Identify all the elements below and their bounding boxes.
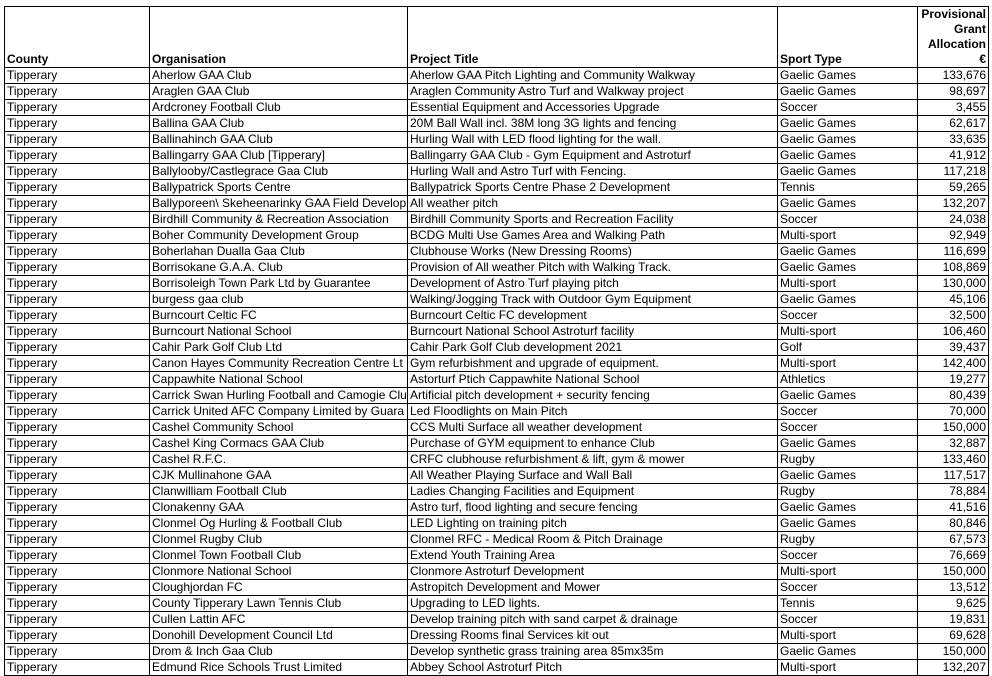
project-title-cell[interactable]: Abbey School Astroturf Pitch <box>408 660 778 676</box>
project-title-cell[interactable]: Artificial pitch development + security fencing <box>408 388 778 404</box>
organisation-cell[interactable]: Cashel Community School <box>150 420 408 436</box>
organisation-cell[interactable]: Clonmore National School <box>150 564 408 580</box>
organisation-cell[interactable]: CJK Mullinahone GAA <box>150 468 408 484</box>
grant-allocation-cell[interactable]: 62,617 <box>918 116 989 132</box>
table-row <box>5 356 989 372</box>
organisation-cell[interactable]: Ballina GAA Club <box>150 116 408 132</box>
project-title-cell[interactable]: Development of Astro Turf playing pitch <box>408 276 778 292</box>
table-row <box>5 324 989 340</box>
table-row <box>5 628 989 644</box>
sport-type-cell[interactable]: Gaelic Games <box>778 244 918 260</box>
project-title-cell[interactable]: Essential Equipment and Accessories Upgrade <box>408 100 778 116</box>
county-cell[interactable]: Tipperary <box>5 292 150 308</box>
county-cell[interactable]: Tipperary <box>5 484 150 500</box>
grant-allocation-cell[interactable]: 116,699 <box>918 244 989 260</box>
sport-type-cell[interactable]: Tennis <box>778 596 918 612</box>
sport-type-cell[interactable]: Gaelic Games <box>778 116 918 132</box>
sport-type-cell[interactable]: Gaelic Games <box>778 500 918 516</box>
project-title-cell[interactable]: Birdhill Community Sports and Recreation Facility <box>408 212 778 228</box>
organisation-cell[interactable]: Clonakenny GAA <box>150 500 408 516</box>
sport-type-cell[interactable]: Multi-sport <box>778 228 918 244</box>
grant-allocation-cell[interactable]: 59,265 <box>918 180 989 196</box>
organisation-cell[interactable]: Cashel R.F.C. <box>150 452 408 468</box>
header-row <box>5 7 989 68</box>
county-cell[interactable]: Tipperary <box>5 180 150 196</box>
project-title-cell[interactable]: All Weather Playing Surface and Wall Ball <box>408 468 778 484</box>
table-row <box>5 228 989 244</box>
county-cell[interactable]: Tipperary <box>5 116 150 132</box>
table-row <box>5 132 989 148</box>
table-row <box>5 180 989 196</box>
project-title-cell[interactable]: Astro turf, flood lighting and secure fencing <box>408 500 778 516</box>
grant-allocation-cell[interactable]: 32,500 <box>918 308 989 324</box>
county-cell[interactable]: Tipperary <box>5 228 150 244</box>
grant-allocation-cell[interactable]: 13,512 <box>918 580 989 596</box>
organisation-cell[interactable]: Cloughjordan FC <box>150 580 408 596</box>
project-title-cell[interactable]: Clonmore Astroturf Development <box>408 564 778 580</box>
table-row <box>5 484 989 500</box>
organisation-cell[interactable]: Aherlow GAA Club <box>150 68 408 84</box>
county-cell[interactable]: Tipperary <box>5 468 150 484</box>
organisation-cell[interactable]: Burncourt National School <box>150 324 408 340</box>
table-row <box>5 276 989 292</box>
organisation-cell[interactable]: burgess gaa club <box>150 292 408 308</box>
sport-type-cell[interactable]: Soccer <box>778 420 918 436</box>
project-title-cell[interactable]: Cahir Park Golf Club development 2021 <box>408 340 778 356</box>
county-cell[interactable]: Tipperary <box>5 404 150 420</box>
organisation-cell[interactable]: Clanwilliam Football Club <box>150 484 408 500</box>
sport-type-cell[interactable]: Soccer <box>778 100 918 116</box>
grant-allocation-cell[interactable]: 80,846 <box>918 516 989 532</box>
sport-type-cell[interactable]: Gaelic Games <box>778 388 918 404</box>
project-title-cell[interactable]: Hurling Wall and Astro Turf with Fencing. <box>408 164 778 180</box>
county-cell[interactable]: Tipperary <box>5 420 150 436</box>
table-row <box>5 612 989 628</box>
header-county[interactable]: County <box>5 7 150 68</box>
table-row <box>5 452 989 468</box>
organisation-cell[interactable]: Cashel King Cormacs GAA Club <box>150 436 408 452</box>
table-row <box>5 148 989 164</box>
sport-type-cell[interactable]: Soccer <box>778 548 918 564</box>
project-title-cell[interactable]: Develop training pitch with sand carpet & drainage <box>408 612 778 628</box>
county-cell[interactable]: Tipperary <box>5 84 150 100</box>
sport-type-cell[interactable]: Soccer <box>778 612 918 628</box>
county-cell[interactable]: Tipperary <box>5 436 150 452</box>
table-row <box>5 68 989 84</box>
sport-type-cell[interactable]: Gaelic Games <box>778 260 918 276</box>
sport-type-cell[interactable]: Multi-sport <box>778 356 918 372</box>
county-cell[interactable]: Tipperary <box>5 452 150 468</box>
grant-allocation-cell[interactable]: 69,628 <box>918 628 989 644</box>
organisation-cell[interactable]: Ballinahinch GAA Club <box>150 132 408 148</box>
organisation-cell[interactable]: Ballingarry GAA Club [Tipperary] <box>150 148 408 164</box>
grant-allocation-cell[interactable]: 117,218 <box>918 164 989 180</box>
grant-allocation-cell[interactable]: 24,038 <box>918 212 989 228</box>
sport-type-cell[interactable]: Gaelic Games <box>778 292 918 308</box>
county-cell[interactable]: Tipperary <box>5 196 150 212</box>
organisation-cell[interactable]: Ballyporeen\ Skeheenarinky GAA Field Develop <box>150 196 408 212</box>
sport-type-cell[interactable]: Gaelic Games <box>778 164 918 180</box>
county-cell[interactable]: Tipperary <box>5 308 150 324</box>
table-row <box>5 500 989 516</box>
project-title-cell[interactable]: Clubhouse Works (New Dressing Rooms) <box>408 244 778 260</box>
sport-type-cell[interactable]: Gaelic Games <box>778 436 918 452</box>
county-cell[interactable]: Tipperary <box>5 548 150 564</box>
project-title-cell[interactable]: Purchase of GYM equipment to enhance Club <box>408 436 778 452</box>
organisation-cell[interactable]: Ballypatrick Sports Centre <box>150 180 408 196</box>
project-title-cell[interactable]: Develop synthetic grass training area 85mx35m <box>408 644 778 660</box>
sport-type-cell[interactable]: Gaelic Games <box>778 516 918 532</box>
sport-type-cell[interactable]: Golf <box>778 340 918 356</box>
table-row <box>5 84 989 100</box>
spreadsheet <box>4 6 989 676</box>
table-body <box>5 68 989 676</box>
sport-type-cell[interactable]: Gaelic Games <box>778 644 918 660</box>
organisation-cell[interactable]: Cappawhite National School <box>150 372 408 388</box>
sport-type-cell[interactable]: Gaelic Games <box>778 84 918 100</box>
project-title-cell[interactable]: Ballypatrick Sports Centre Phase 2 Development <box>408 180 778 196</box>
project-title-cell[interactable]: Clonmel RFC - Medical Room & Pitch Drainage <box>408 532 778 548</box>
table-row <box>5 468 989 484</box>
organisation-cell[interactable]: Drom & Inch Gaa Club <box>150 644 408 660</box>
sport-type-cell[interactable]: Multi-sport <box>778 276 918 292</box>
project-title-cell[interactable]: LED Lighting on training pitch <box>408 516 778 532</box>
table-row <box>5 580 989 596</box>
county-cell[interactable]: Tipperary <box>5 516 150 532</box>
grant-allocation-cell[interactable]: 41,516 <box>918 500 989 516</box>
table-row <box>5 388 989 404</box>
header-grant-allocation[interactable]: Provisional Grant Allocation € <box>918 7 989 68</box>
project-title-cell[interactable]: Hurling Wall with LED flood lighting for the wall. <box>408 132 778 148</box>
organisation-cell[interactable]: Carrick United AFC Company Limited by Guara <box>150 404 408 420</box>
county-cell[interactable]: Tipperary <box>5 100 150 116</box>
project-title-cell[interactable]: Burncourt Celtic FC development <box>408 308 778 324</box>
county-cell[interactable]: Tipperary <box>5 532 150 548</box>
grant-allocation-cell[interactable]: 39,437 <box>918 340 989 356</box>
organisation-cell[interactable]: Carrick Swan Hurling Football and Camogie Clu <box>150 388 408 404</box>
sport-type-cell[interactable]: Soccer <box>778 308 918 324</box>
county-cell[interactable]: Tipperary <box>5 148 150 164</box>
table-row <box>5 244 989 260</box>
table-row <box>5 644 989 660</box>
organisation-cell[interactable]: Canon Hayes Community Recreation Centre Lt <box>150 356 408 372</box>
project-title-cell[interactable]: 20M Ball Wall incl. 38M long 3G lights and fencing <box>408 116 778 132</box>
organisation-cell[interactable]: Ardcroney Football Club <box>150 100 408 116</box>
grant-allocation-cell[interactable]: 76,669 <box>918 548 989 564</box>
grant-allocation-cell[interactable]: 133,460 <box>918 452 989 468</box>
organisation-cell[interactable]: Cahir Park Golf Club Ltd <box>150 340 408 356</box>
sport-type-cell[interactable]: Athletics <box>778 372 918 388</box>
project-title-cell[interactable]: Provision of All weather Pitch with Walking Track. <box>408 260 778 276</box>
grant-allocation-cell[interactable]: 117,517 <box>918 468 989 484</box>
project-title-cell[interactable]: Aherlow GAA Pitch Lighting and Community Walkway <box>408 68 778 84</box>
grant-allocation-cell[interactable]: 133,676 <box>918 68 989 84</box>
county-cell[interactable]: Tipperary <box>5 324 150 340</box>
sport-type-cell[interactable]: Multi-sport <box>778 564 918 580</box>
project-title-cell[interactable]: Ballingarry GAA Club - Gym Equipment and Astroturf <box>408 148 778 164</box>
county-cell[interactable]: Tipperary <box>5 356 150 372</box>
county-cell[interactable]: Tipperary <box>5 340 150 356</box>
table-row <box>5 308 989 324</box>
sport-type-cell[interactable]: Soccer <box>778 404 918 420</box>
project-title-cell[interactable]: Upgrading to LED lights. <box>408 596 778 612</box>
header-organisation[interactable]: Organisation <box>150 7 408 68</box>
grant-allocation-cell[interactable]: 67,573 <box>918 532 989 548</box>
grant-allocation-cell[interactable]: 142,400 <box>918 356 989 372</box>
organisation-cell[interactable]: Clonmel Rugby Club <box>150 532 408 548</box>
grant-allocation-cell[interactable]: 80,439 <box>918 388 989 404</box>
organisation-cell[interactable]: Boher Community Development Group <box>150 228 408 244</box>
table-row <box>5 532 989 548</box>
organisation-cell[interactable]: Birdhill Community & Recreation Association <box>150 212 408 228</box>
county-cell[interactable]: Tipperary <box>5 260 150 276</box>
sport-type-cell[interactable]: Soccer <box>778 212 918 228</box>
sport-type-cell[interactable]: Multi-sport <box>778 324 918 340</box>
grant-allocation-cell[interactable]: 92,949 <box>918 228 989 244</box>
project-title-cell[interactable]: BCDG Multi Use Games Area and Walking Path <box>408 228 778 244</box>
county-cell[interactable]: Tipperary <box>5 596 150 612</box>
sport-type-cell[interactable]: Gaelic Games <box>778 148 918 164</box>
project-title-cell[interactable]: Astropitch Development and Mower <box>408 580 778 596</box>
county-cell[interactable]: Tipperary <box>5 580 150 596</box>
project-title-cell[interactable]: Burncourt National School Astroturf facility <box>408 324 778 340</box>
sport-type-cell[interactable]: Multi-sport <box>778 660 918 676</box>
table-row <box>5 100 989 116</box>
table-row <box>5 564 989 580</box>
table-row <box>5 516 989 532</box>
county-cell[interactable]: Tipperary <box>5 612 150 628</box>
organisation-cell[interactable]: Edmund Rice Schools Trust Limited <box>150 660 408 676</box>
grant-allocation-cell[interactable]: 150,000 <box>918 564 989 580</box>
county-cell[interactable]: Tipperary <box>5 500 150 516</box>
organisation-cell[interactable]: Ballylooby/Castlegrace Gaa Club <box>150 164 408 180</box>
sport-type-cell[interactable]: Gaelic Games <box>778 196 918 212</box>
sport-type-cell[interactable]: Rugby <box>778 452 918 468</box>
grant-allocation-cell[interactable]: 78,884 <box>918 484 989 500</box>
county-cell[interactable]: Tipperary <box>5 564 150 580</box>
header-sport-type[interactable]: Sport Type <box>778 7 918 68</box>
organisation-cell[interactable]: Burncourt Celtic FC <box>150 308 408 324</box>
table-row <box>5 340 989 356</box>
county-cell[interactable]: Tipperary <box>5 244 150 260</box>
sport-type-cell[interactable]: Rugby <box>778 532 918 548</box>
table-row <box>5 372 989 388</box>
project-title-cell[interactable]: Astorturf Ptich Cappawhite National School <box>408 372 778 388</box>
grant-allocation-cell[interactable]: 19,277 <box>918 372 989 388</box>
sport-type-cell[interactable]: Rugby <box>778 484 918 500</box>
organisation-cell[interactable]: Borrisoleigh Town Park Ltd by Guarantee <box>150 276 408 292</box>
table-row <box>5 420 989 436</box>
table-row <box>5 660 989 676</box>
project-title-cell[interactable]: Dressing Rooms final Services kit out <box>408 628 778 644</box>
table-row <box>5 548 989 564</box>
grant-allocation-cell[interactable]: 32,887 <box>918 436 989 452</box>
grant-allocation-cell[interactable]: 132,207 <box>918 196 989 212</box>
organisation-cell[interactable]: Cullen Lattin AFC <box>150 612 408 628</box>
header-project-title[interactable]: Project Title <box>408 7 778 68</box>
county-cell[interactable]: Tipperary <box>5 164 150 180</box>
project-title-cell[interactable]: CCS Multi Surface all weather development <box>408 420 778 436</box>
table-row <box>5 404 989 420</box>
project-title-cell[interactable]: Ladies Changing Facilities and Equipment <box>408 484 778 500</box>
table-row <box>5 596 989 612</box>
grant-allocation-cell[interactable]: 150,000 <box>918 420 989 436</box>
grant-table <box>4 6 989 676</box>
county-cell[interactable]: Tipperary <box>5 212 150 228</box>
project-title-cell[interactable]: Gym refurbishment and upgrade of equipment. <box>408 356 778 372</box>
organisation-cell[interactable]: Clonmel Og Hurling & Football Club <box>150 516 408 532</box>
organisation-cell[interactable]: Boherlahan Dualla Gaa Club <box>150 244 408 260</box>
county-cell[interactable]: Tipperary <box>5 644 150 660</box>
project-title-cell[interactable]: Araglen Community Astro Turf and Walkway project <box>408 84 778 100</box>
grant-allocation-cell[interactable]: 108,869 <box>918 260 989 276</box>
grant-allocation-cell[interactable]: 45,106 <box>918 292 989 308</box>
table-row <box>5 436 989 452</box>
table-row <box>5 292 989 308</box>
grant-allocation-cell[interactable]: 98,697 <box>918 84 989 100</box>
organisation-cell[interactable]: Donohill Development Council Ltd <box>150 628 408 644</box>
organisation-cell[interactable]: Clonmel Town Football Club <box>150 548 408 564</box>
table-row <box>5 116 989 132</box>
table-row <box>5 212 989 228</box>
grant-allocation-cell[interactable]: 70,000 <box>918 404 989 420</box>
organisation-cell[interactable]: County Tipperary Lawn Tennis Club <box>150 596 408 612</box>
sport-type-cell[interactable]: Tennis <box>778 180 918 196</box>
grant-allocation-cell[interactable]: 9,625 <box>918 596 989 612</box>
table-row <box>5 260 989 276</box>
county-cell[interactable]: Tipperary <box>5 660 150 676</box>
county-cell[interactable]: Tipperary <box>5 372 150 388</box>
sport-type-cell[interactable]: Gaelic Games <box>778 68 918 84</box>
project-title-cell[interactable]: All weather pitch <box>408 196 778 212</box>
organisation-cell[interactable]: Borrisokane G.A.A. Club <box>150 260 408 276</box>
sport-type-cell[interactable]: Gaelic Games <box>778 132 918 148</box>
grant-allocation-cell[interactable]: 33,635 <box>918 132 989 148</box>
grant-allocation-cell[interactable]: 150,000 <box>918 644 989 660</box>
grant-allocation-cell[interactable]: 132,207 <box>918 660 989 676</box>
table-row <box>5 196 989 212</box>
grant-allocation-cell[interactable]: 41,912 <box>918 148 989 164</box>
project-title-cell[interactable]: CRFC clubhouse refurbishment & lift, gym & mower <box>408 452 778 468</box>
organisation-cell[interactable]: Araglen GAA Club <box>150 84 408 100</box>
county-cell[interactable]: Tipperary <box>5 132 150 148</box>
sport-type-cell[interactable]: Gaelic Games <box>778 468 918 484</box>
grant-allocation-cell[interactable]: 130,000 <box>918 276 989 292</box>
county-cell[interactable]: Tipperary <box>5 68 150 84</box>
project-title-cell[interactable]: Walking/Jogging Track with Outdoor Gym Equipment <box>408 292 778 308</box>
sport-type-cell[interactable]: Multi-sport <box>778 628 918 644</box>
project-title-cell[interactable]: Extend Youth Training Area <box>408 548 778 564</box>
county-cell[interactable]: Tipperary <box>5 388 150 404</box>
grant-allocation-cell[interactable]: 106,460 <box>918 324 989 340</box>
project-title-cell[interactable]: Led Floodlights on Main Pitch <box>408 404 778 420</box>
table-row <box>5 164 989 180</box>
grant-allocation-cell[interactable]: 3,455 <box>918 100 989 116</box>
county-cell[interactable]: Tipperary <box>5 276 150 292</box>
sport-type-cell[interactable]: Soccer <box>778 580 918 596</box>
county-cell[interactable]: Tipperary <box>5 628 150 644</box>
grant-allocation-cell[interactable]: 19,831 <box>918 612 989 628</box>
